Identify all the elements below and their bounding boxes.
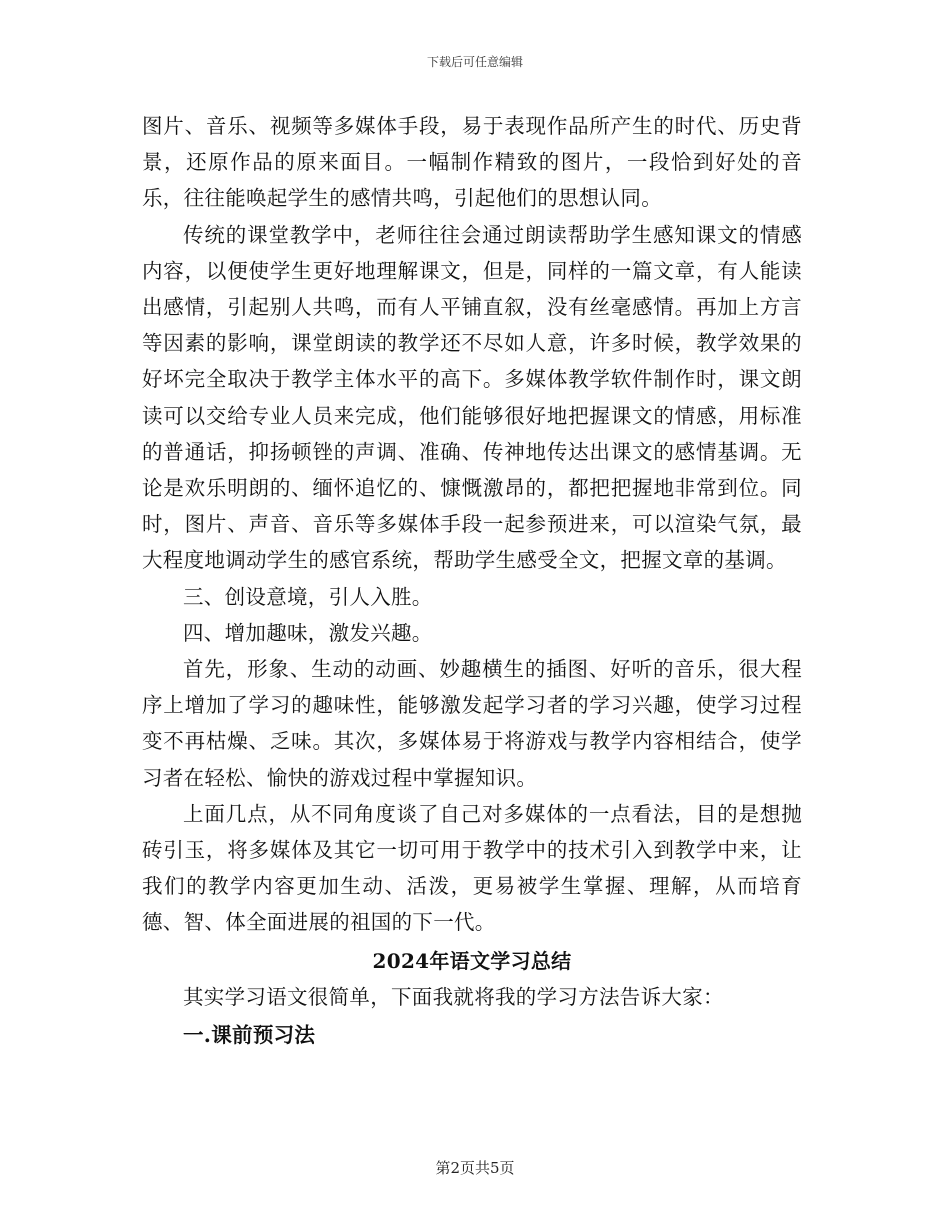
page-content [142,108,802,1053]
paragraph-continued: 图片、音乐、视频等多媒体手段，易于表现作品所产生的时代、历史背景，还原作品的原来面目。一幅制作精致的图片，一段恰到好处的音乐，往往能唤起学生的感情共鸣，引起他们的思想认同。 [142,114,802,211]
page-header: 下载后可任意编辑 [426,55,523,69]
paragraph: 首先，形象、生动的动画、妙趣横生的插图、好听的音乐，很大程序上增加了学习的趣味性，能够激发起学习者的学习兴趣，使学习过程变不再枯燥、乏味。其次，多媒体易于将游戏与教学内容相结合，使学习者在轻松、愉快的游戏过程中掌握知识。 [142,657,802,790]
paragraph: 传统的课堂教学中，老师往往会通过朗读帮助学生感知课文的情感内容，以便使学生更好地理解课文，但是，同样的一篇文章，有人能读出感情，引起别人共鸣，而有人平铺直叙，没有丝毫感情。再加上方言等因素的影响，课堂朗读的教学还不尽如人意，许多时候，教学效果的好坏完全取决于教学主体水平的高下。多媒体教学软件制作时，课文朗读可以交给专业人员来完成，他们能够很好地把握课文的情感，用标准的普通话，抑扬顿锉的声调、准确、传神地传达出课文的感情基调。无论是欢乐明朗的、缅怀追忆的、慷慨激昂的，都把把握地非常到位。同时，图片、声音、音乐等多媒体手段一起参预进来，可以渲染气氛，最大程度地调动学生的感官系统，帮助学生感受全文，把握文章的基调。 [142,222,802,573]
page-footer: 第2页共5页 [435,1159,515,1177]
section-subheading: 一.课前预习法 [183,1023,316,1048]
section-title: 2024年语文学习总结 [372,948,572,973]
paragraph: 四、增加趣味，激发兴趣。 [183,620,433,645]
section-intro: 其实学习语文很简单，下面我就将我的学习方法告诉大家： [183,984,724,1009]
paragraph: 上面几点，从不同角度谈了自己对多媒体的一点看法，目的是想抛砖引玉，将多媒体及其它一切可用于教学中的技术引入到教学中来，让我们的教学内容更加生动、活泼，更易被学生掌握、理解，从而培育德、智、体全面进展的祖国的下一代。 [142,801,802,935]
paragraph: 三、创设意境，引人入胜。 [183,584,433,609]
